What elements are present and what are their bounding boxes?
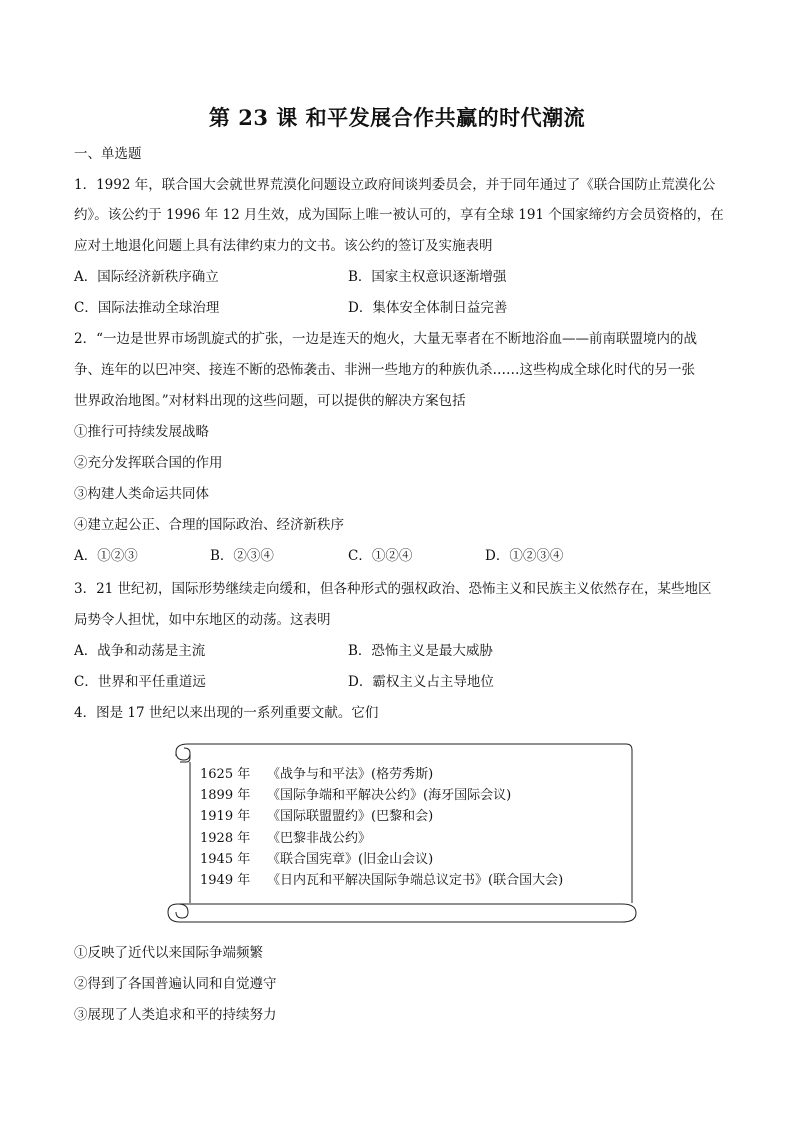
q3-option-c: C．世界和平任重道远	[74, 674, 206, 690]
document-year: 1919 年	[200, 809, 251, 825]
document-title: 《联合国宪章》(旧金山会议)	[267, 851, 434, 867]
q1-option-a: A．国际经济新秩序确立	[74, 269, 219, 285]
document-year: 1928 年	[200, 830, 251, 846]
document-row	[200, 785, 563, 806]
q4-item-2: ②得到了各国普遍认同和自觉遵守	[74, 976, 277, 992]
q3-option-a: A．战争和动荡是主流	[74, 643, 206, 659]
document-row	[200, 806, 563, 827]
q1-stem-line-3: 应对土地退化问题上具有法律约束力的文书。该公约的签订及实施表明	[74, 238, 493, 254]
q2-option-d: D．①②③④	[485, 548, 564, 564]
document-row	[200, 828, 563, 849]
q2-stem-line-3: 世界政治地图。”对材料出现的这些问题，可以提供的解决方案包括	[74, 393, 466, 409]
document-title: 《日内瓦和平解决国际争端总议定书》(联合国大会)	[267, 873, 564, 889]
q3-option-b: B．恐怖主义是最大威胁	[348, 643, 493, 659]
document-title: 《战争与和平法》(格劳秀斯)	[267, 767, 434, 782]
q1-stem-line-1: 1．1992 年，联合国大会就世界荒漠化问题设立政府间谈判委员会，并于同年通过了《联合国防止荒漠化公	[74, 177, 716, 193]
page-title: 第 23 课 和平发展合作共赢的时代潮流	[208, 105, 586, 130]
q2-option-b: B．②③④	[210, 548, 274, 564]
document-title: 《国际联盟盟约》(巴黎和会)	[267, 809, 434, 825]
document-title: 《国际争端和平解决公约》(海牙国际会议)	[267, 788, 512, 804]
q3-stem-line-1: 3．21 世纪初，国际形势继续走向缓和，但各种形式的强权政治、恐怖主义和民族主义依然存在，某些地区	[74, 581, 712, 597]
q2-stem-line-1: 2．“一边是世界市场凯旋式的扩张，一边是连天的炮火，大量无辜者在不断地浴血——前南联盟境内的战	[74, 331, 697, 347]
q4-stem: 4．图是 17 世纪以来出现的一系列重要文献。它们	[74, 705, 379, 721]
documents-list	[200, 764, 563, 891]
document-year: 1899 年	[200, 788, 251, 804]
q2-item-3: ③构建人类命运共同体	[74, 486, 209, 502]
q2-item-2: ②充分发挥联合国的作用	[74, 455, 223, 471]
q1-option-b: B．国家主权意识逐渐增强	[348, 269, 507, 285]
q3-option-d: D．霸权主义占主导地位	[348, 674, 494, 690]
q2-item-1: ①推行可持续发展战略	[74, 424, 209, 440]
section-heading: 一、单选题	[74, 146, 142, 162]
document-row	[200, 849, 563, 870]
document-year: 1945 年	[200, 851, 251, 867]
q2-item-4: ④建立起公正、合理的国际政治、经济新秩序	[74, 517, 344, 533]
q4-item-3: ③展现了人类追求和平的持续努力	[74, 1007, 277, 1023]
q1-option-c: C．国际法推动全球治理	[74, 300, 220, 316]
q2-option-a: A．①②③	[74, 548, 138, 564]
document-row	[200, 870, 563, 891]
document-row	[200, 764, 563, 785]
q3-stem-line-2: 局势令人担忧，如中东地区的动荡。这表明	[74, 612, 331, 628]
q2-option-c: C．①②④	[348, 548, 413, 564]
q4-item-1: ①反映了近代以来国际争端频繁	[74, 945, 263, 961]
q2-stem-line-2: 争、连年的以巴冲突、接连不断的恐怖袭击、非洲一些地方的种族仇杀……这些构成全球化时代的另一张	[74, 362, 695, 378]
q1-option-d: D．集体安全体制日益完善	[348, 300, 508, 316]
document-title: 《巴黎非战公约》	[267, 830, 372, 846]
q1-stem-line-2: 约》。该公约于 1996 年 12 月生效，成为国际上唯一被认可的，享有全球 191 个国家缔约方会员资格的，在	[74, 207, 724, 223]
documents-scroll-figure	[160, 738, 640, 928]
document-year: 1949 年	[200, 873, 251, 889]
document-year: 1625 年	[200, 767, 251, 782]
